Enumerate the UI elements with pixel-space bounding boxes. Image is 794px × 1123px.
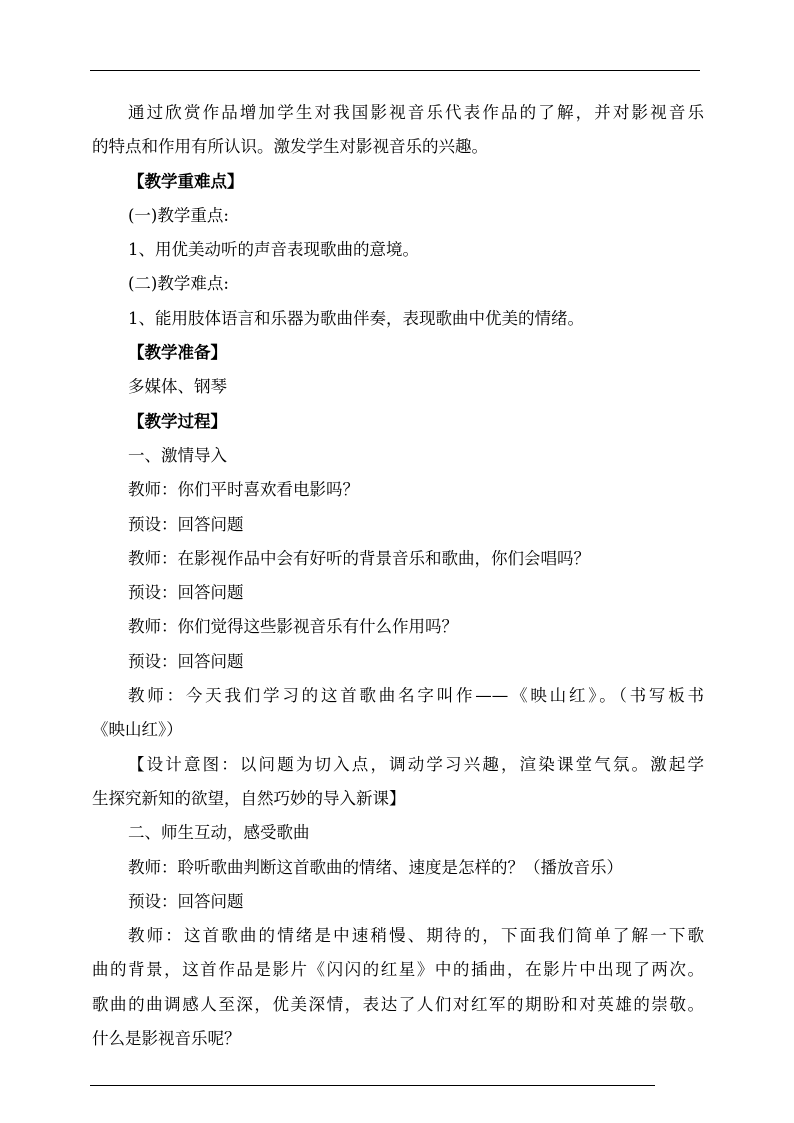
paragraph-line: 曲的背景，这首作品是影片《闪闪的红星》中的插曲，在影片中出现了两次。 (92, 960, 704, 980)
paragraph-line: (一)教学重点: (128, 205, 229, 225)
paragraph-line: 多媒体、钢琴 (128, 377, 227, 397)
paragraph-line: 什么是影视音乐呢？ (92, 1029, 241, 1049)
footer-rule (90, 1085, 655, 1086)
paragraph-line: 的特点和作用有所认识。激发学生对影视音乐的兴趣。 (92, 137, 488, 157)
paragraph-line: 教师：在影视作品中会有好听的背景音乐和歌曲，你们会唱吗？ (128, 548, 590, 568)
section-heading: 【教学重难点】 (128, 171, 244, 191)
paragraph-line: 预设：回答问题 (128, 651, 244, 671)
paragraph-line: 预设：回答问题 (128, 583, 244, 603)
header-rule (90, 70, 700, 71)
paragraph-line: 生探究新知的欲望，自然巧妙的导入新课】 (92, 788, 406, 808)
paragraph-line: 教师：你们觉得这些影视音乐有什么作用吗？ (128, 617, 458, 637)
paragraph-line: 教师：这首歌曲的情绪是中速稍慢、期待的，下面我们简单了解一下歌 (128, 926, 704, 946)
document-body (92, 96, 704, 1056)
paragraph-line: 教师：你们平时喜欢看电影吗？ (128, 480, 359, 500)
paragraph-line: 二、师生互动，感受歌曲 (128, 823, 310, 843)
paragraph-line: 【设计意图：以问题为切入点，调动学习兴趣，渲染课堂气氛。激起学 (128, 754, 704, 774)
paragraph-line: 教师：今天我们学习的这首歌曲名字叫作——《映山红》。（书写板书 (128, 686, 704, 706)
paragraph-line: 《映山红》） (92, 720, 183, 740)
paragraph-line: (二)教学难点: (128, 274, 229, 294)
section-heading: 【教学过程】 (128, 411, 227, 431)
paragraph-line: 1、能用肢体语言和乐器为歌曲伴奏，表现歌曲中优美的情绪。 (128, 308, 584, 328)
paragraph-line: 教师：聆听歌曲判断这首歌曲的情绪、速度是怎样的？（播放音乐） (128, 857, 623, 877)
section-heading: 【教学准备】 (128, 343, 227, 363)
paragraph-line: 预设：回答问题 (128, 891, 244, 911)
paragraph-line: 歌曲的曲调感人至深，优美深情，表达了人们对红军的期盼和对英雄的崇敬。 (92, 994, 704, 1014)
paragraph-line: 一、激情导入 (128, 445, 227, 465)
paragraph-line: 预设：回答问题 (128, 514, 244, 534)
paragraph-line: 1、用优美动听的声音表现歌曲的意境。 (128, 240, 419, 260)
paragraph-line: 通过欣赏作品增加学生对我国影视音乐代表作品的了解，并对影视音乐 (128, 103, 704, 122)
